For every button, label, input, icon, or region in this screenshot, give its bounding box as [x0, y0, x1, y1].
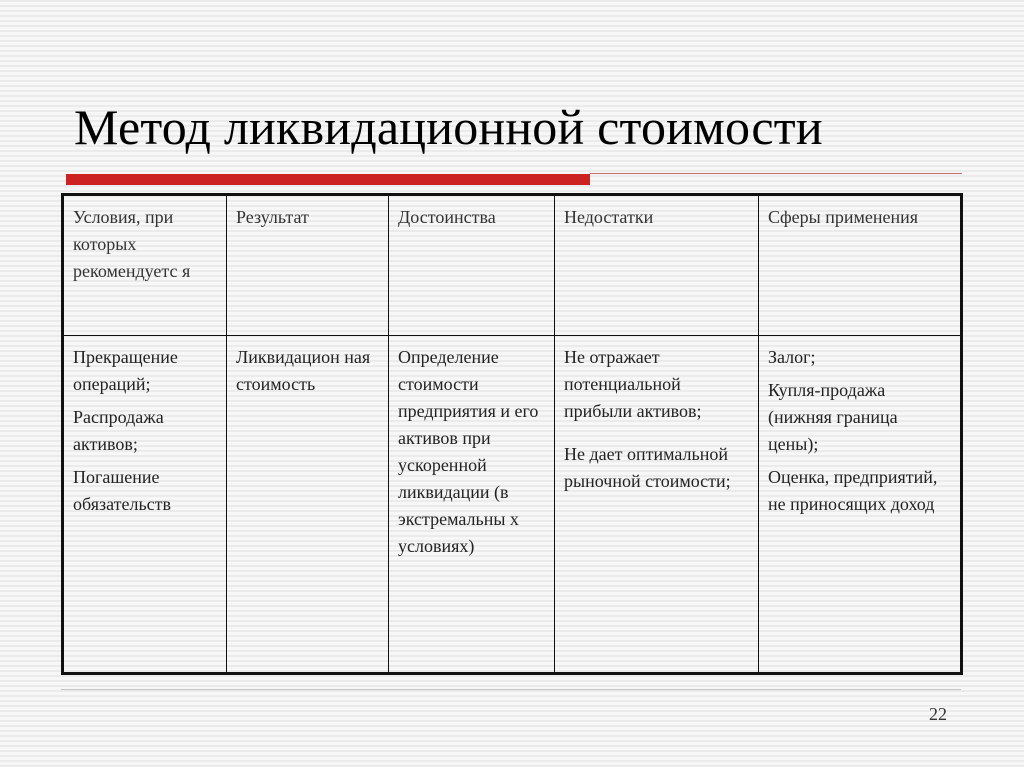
application-item: Купля-продажа (нижняя граница цены);	[768, 380, 898, 454]
title-accent-bar	[66, 174, 590, 185]
result-item: Ликвидацион ная стоимость	[236, 347, 371, 394]
table-row	[64, 336, 961, 673]
slide-title: Метод ликвидационной стоимости	[74, 99, 823, 155]
header-conditions: Условия, при которых рекомендуетс я	[64, 196, 227, 336]
cell-result	[227, 336, 389, 673]
header-result: Результат	[227, 196, 389, 336]
header-advantages: Достоинства	[389, 196, 555, 336]
cell-applications	[759, 336, 961, 673]
application-item: Залог;	[768, 347, 816, 367]
condition-item: Прекращение операций;	[73, 347, 178, 394]
method-table	[61, 193, 963, 675]
footer-divider	[61, 689, 961, 690]
application-item: Оценка, предприятий, не приносящих доход	[768, 467, 938, 514]
advantage-item: Определение стоимости предприятия и его активов при ускоренной ликвидации (в экстремальны х условиях)	[398, 347, 539, 556]
header-applications: Сферы применения	[759, 196, 961, 336]
condition-item: Погашение обязательств	[73, 467, 172, 514]
disadvantage-item: Не дает оптимальной рыночной стоимости;	[564, 444, 731, 491]
cell-disadvantages	[555, 336, 759, 673]
title-accent-line	[590, 173, 962, 174]
table-header-row	[64, 196, 961, 336]
page-number: 22	[929, 704, 947, 724]
cell-conditions	[64, 336, 227, 673]
condition-item: Распродажа активов;	[73, 407, 164, 454]
header-disadvantages: Недостатки	[555, 196, 759, 336]
disadvantage-item: Не отражает потенциальной прибыли активов;	[564, 347, 702, 421]
cell-advantages	[389, 336, 555, 673]
